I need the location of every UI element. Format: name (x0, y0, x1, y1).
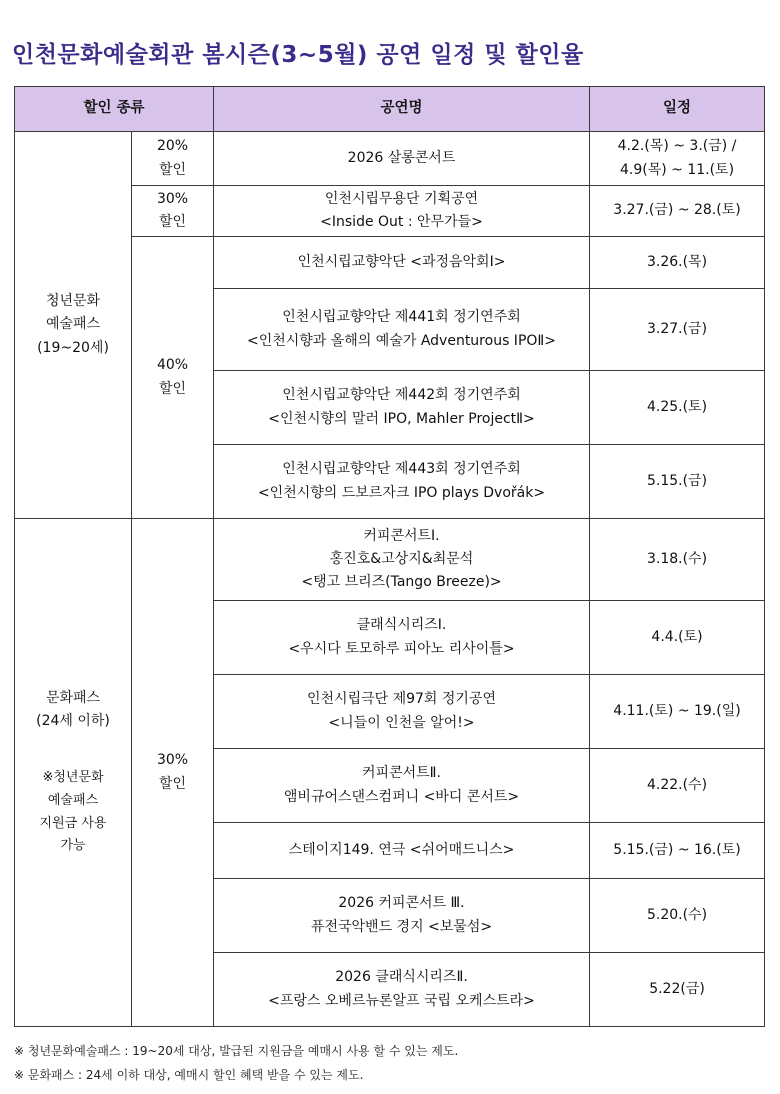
table-row (15, 132, 765, 186)
header-discount: 할인 종류 (15, 87, 214, 132)
show-title: 인천시립교향악단 제442회 정기연주회 <인천시향의 말러 IPO, Mahler ProjectⅡ> (214, 371, 590, 445)
header-show: 공연명 (214, 87, 590, 132)
show-title: 커피콘서트Ⅱ. 앰비규어스댄스컴퍼니 <바디 콘서트> (214, 749, 590, 823)
show-date: 5.15.(금) (590, 445, 765, 519)
show-date: 4.11.(토) ~ 19.(일) (590, 675, 765, 749)
show-title: 인천시립무용단 기획공연 <Inside Out : 안무가들> (214, 186, 590, 237)
show-date: 4.4.(토) (590, 601, 765, 675)
header-date: 일정 (590, 87, 765, 132)
discount-rate: 40% 할인 (132, 237, 214, 519)
category-note: ※청년문화 예술패스 지원금 사용 가능 (39, 770, 107, 854)
category-label: 예술패스 (45, 316, 101, 333)
show-title: 커피콘서트Ⅰ. 홍진호&고상지&최문석 <탱고 브리즈(Tango Breeze)> (214, 519, 590, 601)
category-culture-pass (15, 519, 132, 1027)
show-date: 4.22.(수) (590, 749, 765, 823)
show-date: 5.22(금) (590, 953, 765, 1027)
show-title: 인천시립교향악단 제441회 정기연주회 <인천시향과 올해의 예술가 Adventurous IPOⅡ> (214, 289, 590, 371)
show-title: 클래식시리즈Ⅰ. <우시다 토모하루 피아노 리사이틀> (214, 601, 590, 675)
show-date: 3.27.(금) (590, 289, 765, 371)
show-title: 2026 커피콘서트 Ⅲ. 퓨전국악밴드 경지 <보물섬> (214, 879, 590, 953)
show-title: 스테이지149. 연극 <쉬어매드니스> (214, 823, 590, 879)
discount-rate: 20% 할인 (132, 132, 214, 186)
show-title: 인천시립교향악단 제443회 정기연주회 <인천시향의 드보르자크 IPO plays Dvořák> (214, 445, 590, 519)
discount-rate: 30% 할인 (132, 519, 214, 1027)
footnote-youth-pass: ※ 청년문화예술패스 : 19~20세 대상, 발급된 지원금을 예매시 사용 할 수 있는 제도. (14, 1044, 459, 1058)
show-date: 5.20.(수) (590, 879, 765, 953)
show-date: 3.26.(목) (590, 237, 765, 289)
show-date: 5.15.(금) ~ 16.(토) (590, 823, 765, 879)
table-header-row (15, 87, 765, 132)
show-title: 인천시립극단 제97회 정기공연 <니들이 인천을 알어!> (214, 675, 590, 749)
show-date: 3.18.(수) (590, 519, 765, 601)
page-title: 인천문화예술회관 봄시즌(3~5월) 공연 일정 및 할인율 (12, 42, 584, 68)
table-row (15, 519, 765, 601)
discount-rate: 30% 할인 (132, 186, 214, 237)
schedule-table (14, 86, 765, 1027)
show-title: 2026 살롱콘서트 (214, 132, 590, 186)
show-date: 4.25.(토) (590, 371, 765, 445)
show-title: 인천시립교향악단 <과정음악회Ⅰ> (214, 237, 590, 289)
category-label: 문화패스 (45, 689, 101, 706)
category-label: (19~20세) (37, 339, 109, 356)
show-date: 4.2.(목) ~ 3.(금) / 4.9(목) ~ 11.(토) (590, 132, 765, 186)
category-youth-pass (15, 132, 132, 519)
show-date: 3.27.(금) ~ 28.(토) (590, 186, 765, 237)
category-label: 청년문화 (45, 293, 101, 310)
footnote-culture-pass: ※ 문화패스 : 24세 이하 대상, 예매시 할인 혜택 받을 수 있는 제도. (14, 1068, 364, 1082)
category-label: (24세 이하) (36, 713, 110, 729)
show-title: 2026 클래식시리즈Ⅱ. <프랑스 오베르뉴론알프 국립 오케스트라> (214, 953, 590, 1027)
